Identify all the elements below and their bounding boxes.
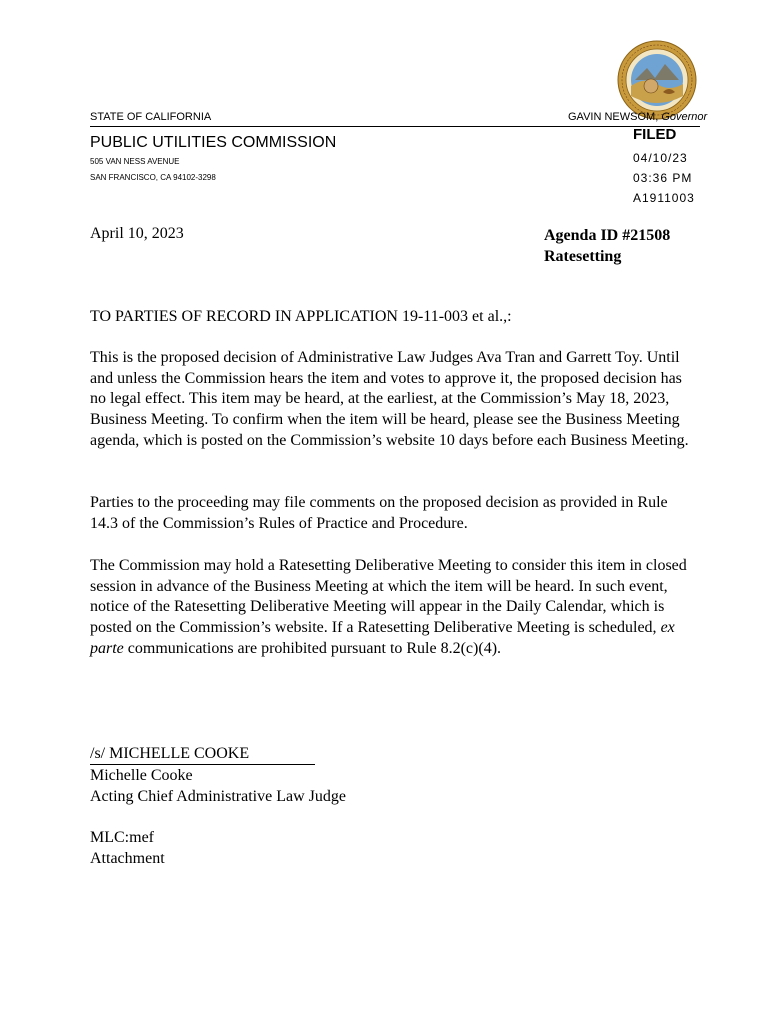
governor-name: GAVIN NEWSOM, <box>568 111 659 123</box>
paragraph-2: Parties to the proceeding may file comments on the proposed decision as provided in Rule 14.3 of the Commission’s Rules of Practice and Procedure. <box>90 494 668 532</box>
paragraph-3-end: communications are prohibited pursuant to Rule 8.2(c)(4). <box>123 639 502 657</box>
paragraph-1: This is the proposed decision of Administrative Law Judges Ava Tran and Garrett Toy. Until and unless the Commission hears the item and votes to approve it, the proposed decision has no legal effect. This item may be heard, at the earliest, at the Commission’s May 18, 2023, Business Meeting. To confirm when the item will be heard, please see the Business Meeting agenda, which is posted on the Commission’s website 10 days before each Business Meeting. <box>90 349 689 449</box>
paragraph-3 <box>90 556 690 660</box>
agenda-type: Ratesetting <box>544 248 622 265</box>
state-of-california: STATE OF CALIFORNIA <box>90 111 212 123</box>
paragraph-3-italic: ex parte <box>90 619 675 657</box>
commission-name: PUBLIC UTILITIES COMMISSION <box>90 134 337 151</box>
filed-time: 03:36 PM <box>633 171 693 185</box>
attachment-note: Attachment <box>90 850 165 867</box>
filed-label: FILED <box>633 126 677 143</box>
reference-block <box>90 827 165 869</box>
state-seal-icon <box>617 40 697 120</box>
letterhead-rule <box>90 126 700 127</box>
signature-block <box>90 743 346 807</box>
signature-line: /s/ MICHELLE COOKE <box>90 743 315 765</box>
signer-title: Acting Chief Administrative Law Judge <box>90 788 346 805</box>
filed-number: A1911003 <box>633 191 695 205</box>
signer-name: Michelle Cooke <box>90 767 193 784</box>
address-line-2: SAN FRANCISCO, CA 94102-3298 <box>90 173 216 182</box>
governor-title: Governor <box>661 111 708 123</box>
reference-initials: MLC:mef <box>90 829 154 846</box>
paragraph-3-text: The Commission may hold a Ratesetting Deliberative Meeting to consider this item in closed session in advance of the Business Meeting at which the item will be heard. In such event, notice of the Ratesetting Deliberative Meeting will appear in the Daily Calendar, which is posted on the Commission’s website. If a Ratesetting Deliberative Meeting is scheduled, <box>90 557 687 637</box>
address-line-1: 505 VAN NESS AVENUE <box>90 157 180 166</box>
agenda-block <box>544 225 670 267</box>
letter-date: April 10, 2023 <box>90 225 184 242</box>
governor-line <box>568 111 707 123</box>
filed-date: 04/10/23 <box>633 151 688 165</box>
salutation: TO PARTIES OF RECORD IN APPLICATION 19-11-003 et al.,: <box>90 308 512 325</box>
agenda-id: Agenda ID #21508 <box>544 227 671 244</box>
